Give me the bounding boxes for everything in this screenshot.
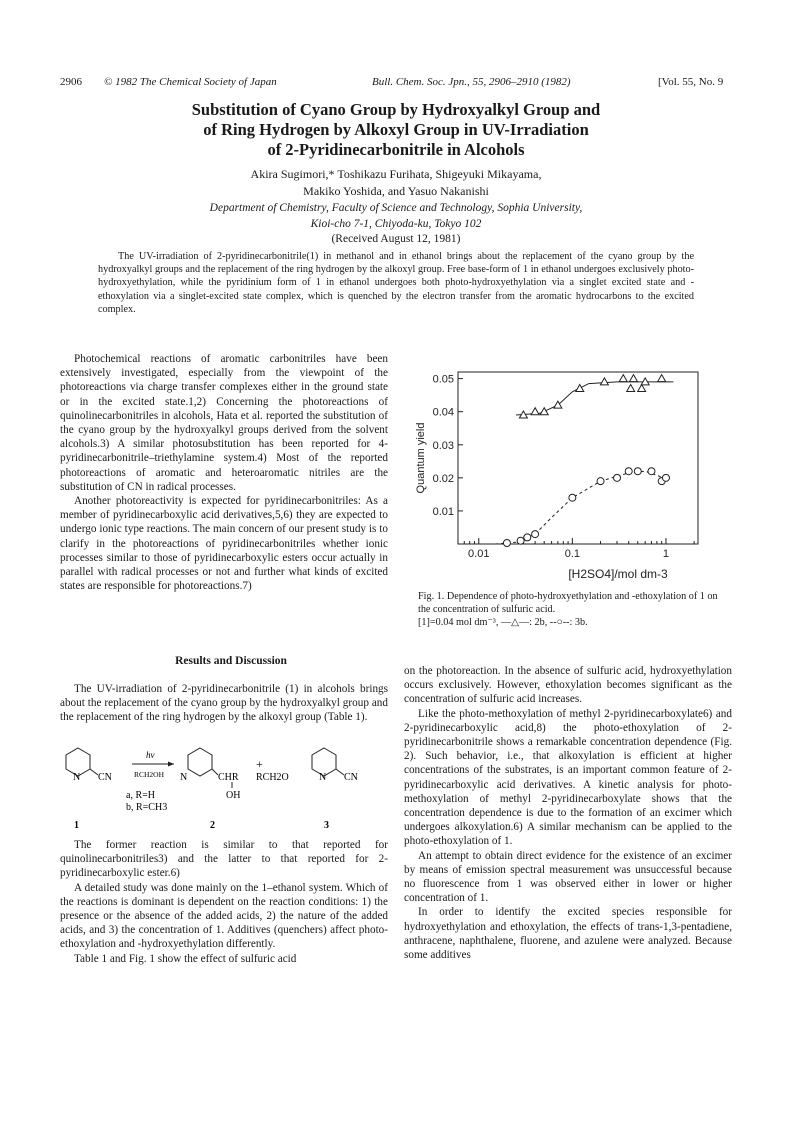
authors-line: Makiko Yoshida, and Yasuo Nakanishi xyxy=(303,184,489,198)
paragraph: An attempt to obtain direct evidence for the existence of an excimer by means of emission spectral measurement was unsuccessful because no fluorescence from 1 was observed either in lower or higher concentration of 1. xyxy=(404,849,732,905)
title-line: Substitution of Cyano Group by Hydroxyalkyl Group and xyxy=(191,100,601,119)
paragraph: The UV-irradiation of 2-pyridinecarbonitrile (1) in alcohols brings about the replacement of the cyano group by the hydroxyalkyl group and the replacement of the ring hydrogen by the alkoxyl group (Table 1). xyxy=(60,683,388,724)
y-tick-label: 0.03 xyxy=(432,439,454,452)
affiliation-line: Department of Chemistry, Faculty of Science and Technology, Sophia University, xyxy=(209,202,583,214)
data-point-3b xyxy=(634,468,641,475)
y-axis-label: Quantum yield xyxy=(415,422,427,494)
paragraph: Like the photo-methoxylation of methyl 2-pyridinecarboxylate6) and 2-pyridinecarboxylic acid,8) the photo-ethoxylation of 2-pyridinecarbonitrile shows a remarkable concentration dependence (Fig. 2). Such behavior, i.e., that alkoxylation is efficient at higher concentrations of the substrates, is an important common feature of 2-pyridinecarboxylic acid derivatives. A kinetic analysis for photo-methoxylation of methyl 2-pyridinecarboxylate shows that the concentration dependence is due to the formation of an excimer which undergoes alkoxylation.6) A similar mechanism can be applied to the photo-ethoxylation of 1. xyxy=(404,707,732,848)
series-line-3b xyxy=(495,471,666,544)
cn-group-3: CN xyxy=(344,772,358,783)
reagent-label: RCH2OH xyxy=(134,770,165,779)
data-point-2b xyxy=(638,385,646,392)
volume-info: [Vol. 55, No. 9 xyxy=(658,76,724,88)
plot-frame xyxy=(458,372,698,544)
affiliation xyxy=(96,200,696,232)
paragraph: Another photoreactivity is expected for pyridinecarbonitriles: As a member of pyridinecarboxylic acid derivatives,5,6) they are expected to undergo ionic type reactions. The main concern of our present study is to clarify in the photoreactions of pyridinecarbonitriles whether ionic processes similar to those of pyridinecarboxylic esters occur actually in parallel with radical processes or not and further what kinds of excited states are responsible for photoreactions.7) xyxy=(60,495,388,593)
data-point-3b xyxy=(625,468,632,475)
paragraph: on the photoreaction. In the absence of sulfuric acid, hydroxyethylation occurs exclusively. However, ethoxylation becomes significant as the concentration of sulfuric acid increases. xyxy=(404,665,732,706)
data-point-3b xyxy=(569,494,576,501)
paragraph: A detailed study was done mainly on the 1–ethanol system. Which of the reactions is dominant is dependent on the reaction conditions: 1) the presence or the absence of the added acids, 2) the nature of the added acids, and 3) the concentration of 1. Additives (quenchers) affect photo-ethoxylation and -hydroxyethylation differently. xyxy=(60,881,388,951)
running-header xyxy=(60,76,740,92)
compound-label-1: 1 xyxy=(74,820,79,831)
data-point-3b xyxy=(503,540,510,547)
paragraph: The former reaction is similar to that reported for quinolinecarbonitriles3) and the latter to that reported for 2-pyridinecarboxylic ester.6) xyxy=(60,839,388,880)
compound-label-2: 2 xyxy=(210,820,215,831)
x-tick-label: 1 xyxy=(662,548,670,560)
ring-n-1: N xyxy=(73,772,81,783)
paragraph: Table 1 and Fig. 1 show the effect of sulfuric acid xyxy=(74,952,297,965)
y-tick-label: 0.01 xyxy=(432,505,454,518)
results-intro xyxy=(60,682,388,725)
data-point-3b xyxy=(597,478,604,485)
data-point-2b xyxy=(627,385,635,392)
ring-n-3: N xyxy=(319,772,327,783)
plus-sign: + xyxy=(256,757,263,771)
series-line-2b xyxy=(516,382,673,415)
rch2o-group: RCH2O xyxy=(256,772,289,783)
data-point-2b xyxy=(540,408,548,415)
data-point-3b xyxy=(648,468,655,475)
data-point-2b xyxy=(576,385,584,392)
results-section xyxy=(60,654,388,668)
y-tick-label: 0.05 xyxy=(432,373,454,386)
data-point-2b xyxy=(600,378,608,385)
x-axis-label: [H2SO4]/mol dm-3 xyxy=(568,567,668,581)
title-line: of 2-Pyridinecarbonitrile in Alcohols xyxy=(267,140,525,159)
abstract: The UV-irradiation of 2-pyridinecarbonitrile(1) in methanol and in ethanol brings about the replacement of the cyano group by the hydroxyalkyl groups and the replacement of the ring hydrogen by the alkoxyl group. Free base-form of 1 in ethanol undergoes exclusively photo-hydroxyethylation, while the pyridinium form of 1 in ethanol undergoes both photo-hydroxyethylation via a singlet excited state and -ethoxylation via a singlet-excited state complex, which is quenched by the electron transfer from the aromatic hydrocarbons to the excited complex. xyxy=(98,251,694,315)
data-point-2b xyxy=(619,375,627,382)
compound-label-3: 3 xyxy=(324,820,329,831)
variant-b: b, R=CH3 xyxy=(126,802,168,813)
data-point-3b xyxy=(517,537,524,544)
journal-citation: Bull. Chem. Soc. Jpn., 55, 2906–2910 (1982) xyxy=(372,76,571,88)
figure-1-caption xyxy=(418,590,724,629)
x-tick-label: 0.1 xyxy=(564,548,581,560)
authors-line: Akira Sugimori,* Toshikazu Furihata, Shigeyuki Mikayama, xyxy=(250,167,542,181)
received-date: (Received August 12, 1981) xyxy=(331,233,461,245)
data-point-2b xyxy=(531,408,539,415)
pyridine-ring-2 xyxy=(188,748,212,776)
cn-group: CN xyxy=(98,772,112,783)
right-column xyxy=(404,664,732,962)
caption-line: [1]=0.04 mol dm⁻³, —△—: 2b, --○--: 3b. xyxy=(418,617,588,628)
y-tick-label: 0.04 xyxy=(432,406,454,419)
article-title xyxy=(96,100,696,160)
chr-group: CHR xyxy=(218,772,239,783)
page-number: 2906 xyxy=(60,76,82,88)
figure-1-chart xyxy=(408,366,708,588)
authors xyxy=(96,166,696,200)
copyright-line: © 1982 The Chemical Society of Japan xyxy=(104,76,277,88)
oh-group: OH xyxy=(226,790,241,801)
title-line: of Ring Hydrogen by Alkoxyl Group in UV-Irradiation xyxy=(203,120,589,139)
ring-n-2: N xyxy=(180,772,188,783)
caption-line: Fig. 1. Dependence of photo-hydroxyethylation and -ethoxylation of 1 on the concentration of sulfuric acid. xyxy=(418,591,718,615)
data-point-2b xyxy=(629,375,637,382)
data-point-3b xyxy=(532,531,539,538)
left-column-intro xyxy=(60,352,388,593)
section-heading: Results and Discussion xyxy=(175,655,287,667)
hv-label: hν xyxy=(146,750,155,760)
data-point-3b xyxy=(662,474,669,481)
reaction-scheme xyxy=(60,742,388,834)
paragraph: In order to identify the excited species responsible for hydroxyethylation and ethoxylation, the effects of trans-1,3-pentadiene, anthracene, naphthalene, fluorene, and azulene were analyzed. Because some additives xyxy=(404,906,732,962)
variant-a: a, R=H xyxy=(126,790,155,801)
left-column-continued xyxy=(60,838,388,966)
data-point-3b xyxy=(614,474,621,481)
affiliation-line: Kioi-cho 7-1, Chiyoda-ku, Tokyo 102 xyxy=(310,218,482,230)
x-tick-label: 0.01 xyxy=(468,548,490,560)
data-point-2b xyxy=(658,375,666,382)
y-tick-label: 0.02 xyxy=(432,472,454,485)
data-point-3b xyxy=(524,534,531,541)
paragraph: Photochemical reactions of aromatic carbonitriles have been extensively investigated, especially from the viewpoint of the photoreactions via charge transfer complexes either in the ground state or in the excited state.1,2) Concerning the photoreactions of quinolinecarbonitriles in alcohols, Hata et al. reported the substitution of the cyano group by the hydroxyalkyl groups derived from the solvent alcohols.3) A similar photosubstitution has been reported for 4-pyridinecarbonitrile–triethylamine system.4) Most of the reported photoreactions of aromatic and heteroaromatic nitriles are the substitution of CN in radical processes. xyxy=(60,353,388,493)
